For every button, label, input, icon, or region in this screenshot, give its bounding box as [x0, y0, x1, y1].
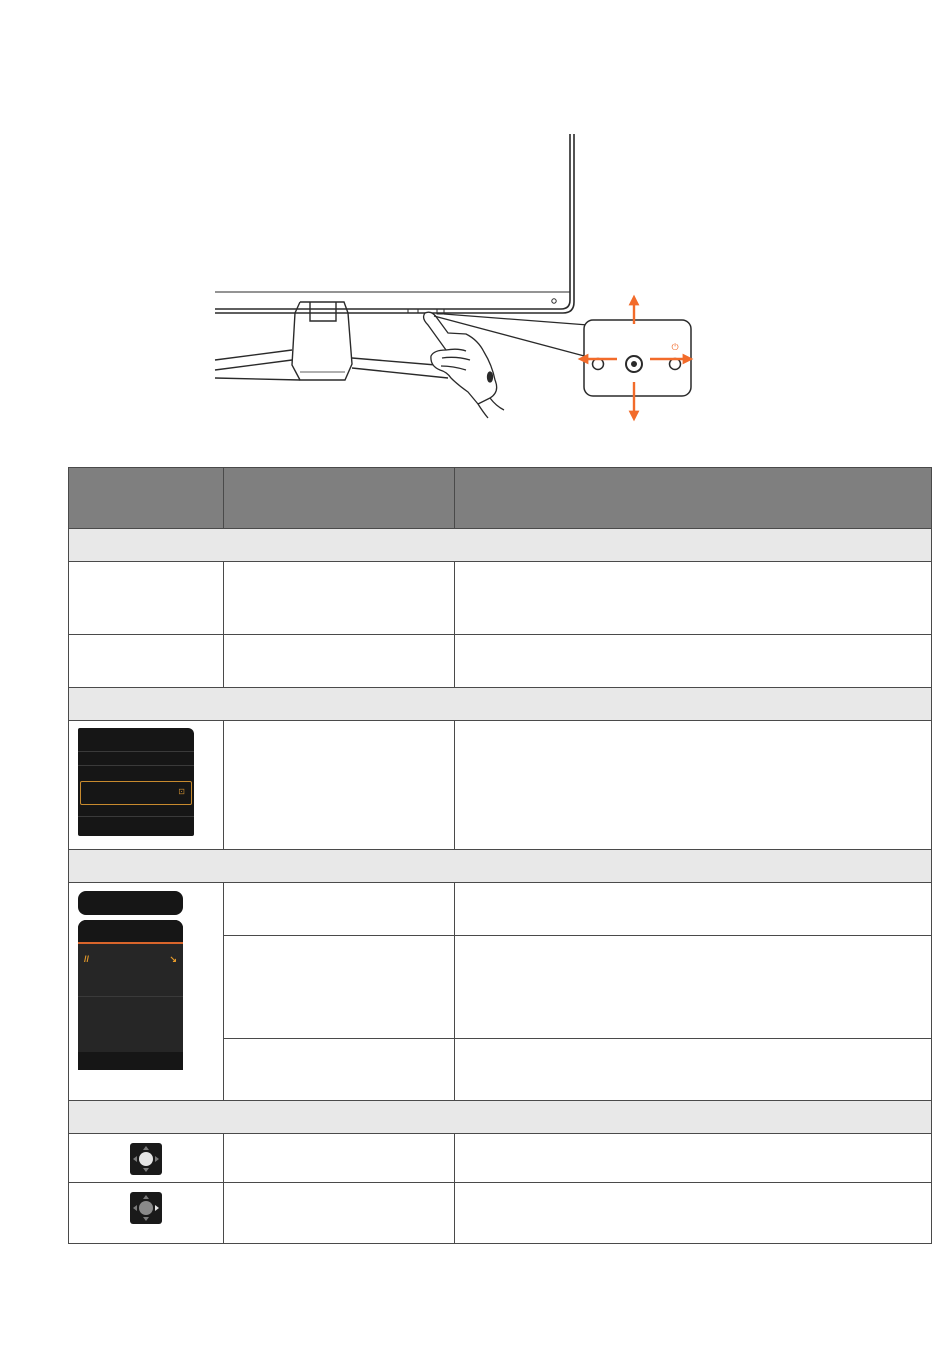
table-row: [69, 721, 932, 850]
osd-selected-item: [80, 781, 192, 805]
section-row: [69, 688, 932, 721]
table-row: [69, 562, 932, 635]
joystick-center-press-icon: [69, 1134, 224, 1183]
left-marker: //: [84, 954, 90, 964]
osd-panel: [78, 920, 183, 1070]
selected-marker: ⊡: [178, 787, 185, 796]
table-row: [69, 1183, 932, 1244]
section-row: [69, 850, 932, 883]
table-header-row: [69, 468, 932, 529]
osd-hotkey-pill: [78, 891, 183, 915]
right-marker: ↘: [169, 954, 177, 964]
table-row: [69, 635, 932, 688]
joystick-direction-icon: [69, 1183, 224, 1244]
monitor-outline: [215, 134, 574, 314]
power-icon: ⏻: [671, 343, 679, 353]
header-cell: [69, 468, 224, 529]
table-row: [69, 1134, 932, 1183]
osd-submenu-thumbnail: [69, 883, 224, 1101]
hand-pressing-icon: [424, 312, 504, 418]
table-row: [69, 883, 932, 936]
header-cell: [455, 468, 932, 529]
monitor-control-illustration: [0, 0, 950, 440]
joystick-icon: [626, 356, 642, 372]
section-row: [69, 1101, 932, 1134]
header-cell: [224, 468, 455, 529]
section-row: [69, 529, 932, 562]
osd-menu-thumbnail: [69, 721, 224, 850]
control-table: [68, 467, 932, 1244]
